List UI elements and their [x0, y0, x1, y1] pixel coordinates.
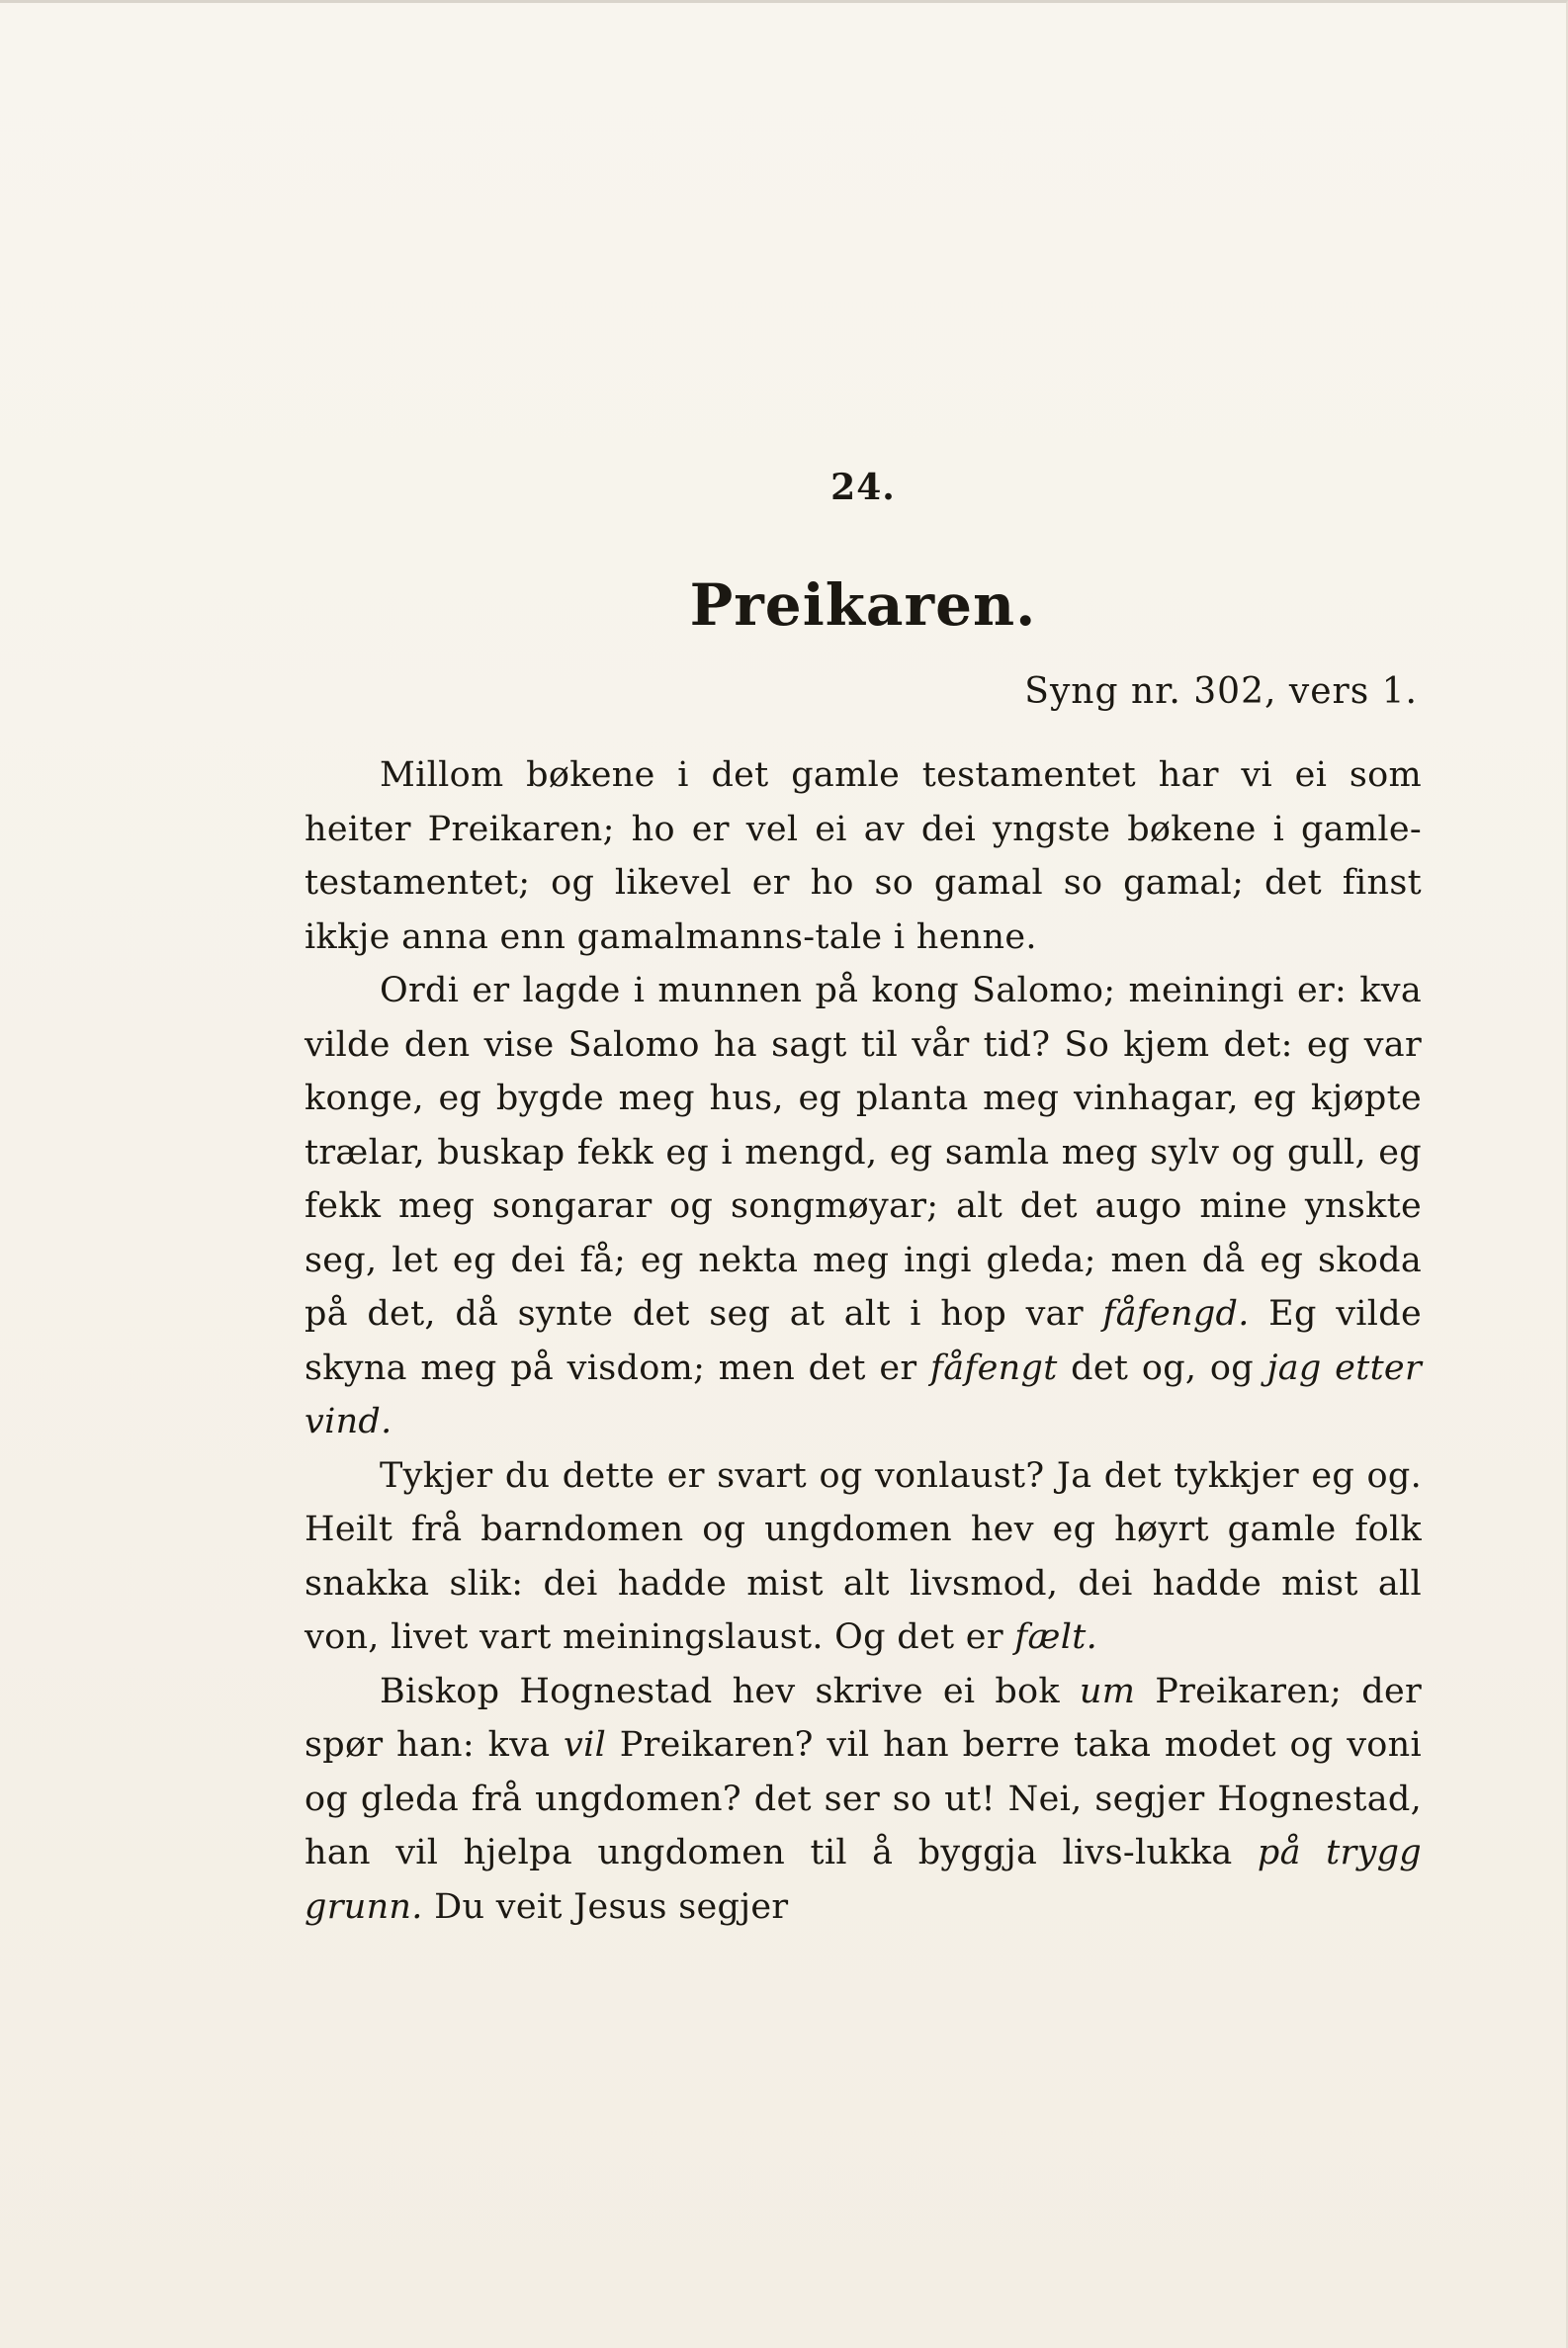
emphasis-text: fåfengt — [929, 1348, 1058, 1388]
paragraph-text: Du veit Jesus segjer — [422, 1886, 789, 1927]
emphasis-text: på trygg grunn. — [305, 1833, 1422, 1927]
chapter-title: Preikaren. — [689, 571, 1037, 639]
paragraph-1 — [305, 748, 1422, 964]
paragraph-3 — [305, 1449, 1422, 1665]
paragraph-4 — [305, 1665, 1422, 1935]
page-content — [305, 468, 1422, 1934]
paragraph-text: det og, og — [1057, 1348, 1267, 1388]
paragraph-text: Eg vilde skyna meg på visdom; men det er — [305, 1294, 1422, 1388]
paragraph-text: Ordi er lagde i munnen på kong Salomo; meiningi er: kva vilde den vise Salomo ha sagt til vår tid? So kjem det: eg var konge, eg bygde meg hus, eg planta meg vinhagar, eg kjøpte trælar, buskap fekk eg i mengd, eg samla meg sylv og gull, eg fekk meg songarar og songmøyar; alt det augo mine ynskte seg, let eg dei få; eg nekta meg ingi gleda; men då eg skoda på det, då synte det seg at alt i hop var — [305, 971, 1422, 1334]
paragraph-text: Biskop Hognestad hev skrive ei bok — [380, 1671, 1080, 1711]
emphasis-text: fælt. — [1014, 1617, 1098, 1657]
paragraph-text: Preikaren; der spør han: kva — [305, 1671, 1422, 1765]
emphasis-text: vil — [564, 1725, 607, 1765]
paragraph-text: Preikaren? vil han berre taka modet og voni og gleda frå ungdomen? det ser so ut! Nei, segjer Hognestad, han vil hjelpa ungdomen til å byggja livs-lukka — [305, 1725, 1422, 1872]
emphasis-text: fåfengd. — [1102, 1294, 1250, 1334]
paragraph-text: Millom bøkene i det gamle testamentet har vi ei som heiter Preikaren; ho er vel ei av dei yngste bøkene i gamle-testamentet; og likevel er ho so gamal so gamal; det finst ikkje anna enn gamalmanns-tale i henne. — [305, 755, 1422, 957]
paragraph-text: Tykjer du dette er svart og vonlaust? Ja det tykkjer eg og. Heilt frå barndomen og ungdomen hev eg høyrt gamle folk snakka slik: dei hadde mist alt livsmod, dei hadde mist all von, livet vart meiningslaust. Og det er — [305, 1455, 1422, 1657]
emphasis-text: um — [1079, 1671, 1136, 1711]
emphasis-text: jag etter vind. — [305, 1348, 1422, 1441]
paragraph-2 — [305, 964, 1422, 1449]
hymn-reference: Syng nr. 302, vers 1. — [1024, 671, 1418, 712]
page-number: 24. — [830, 467, 896, 508]
